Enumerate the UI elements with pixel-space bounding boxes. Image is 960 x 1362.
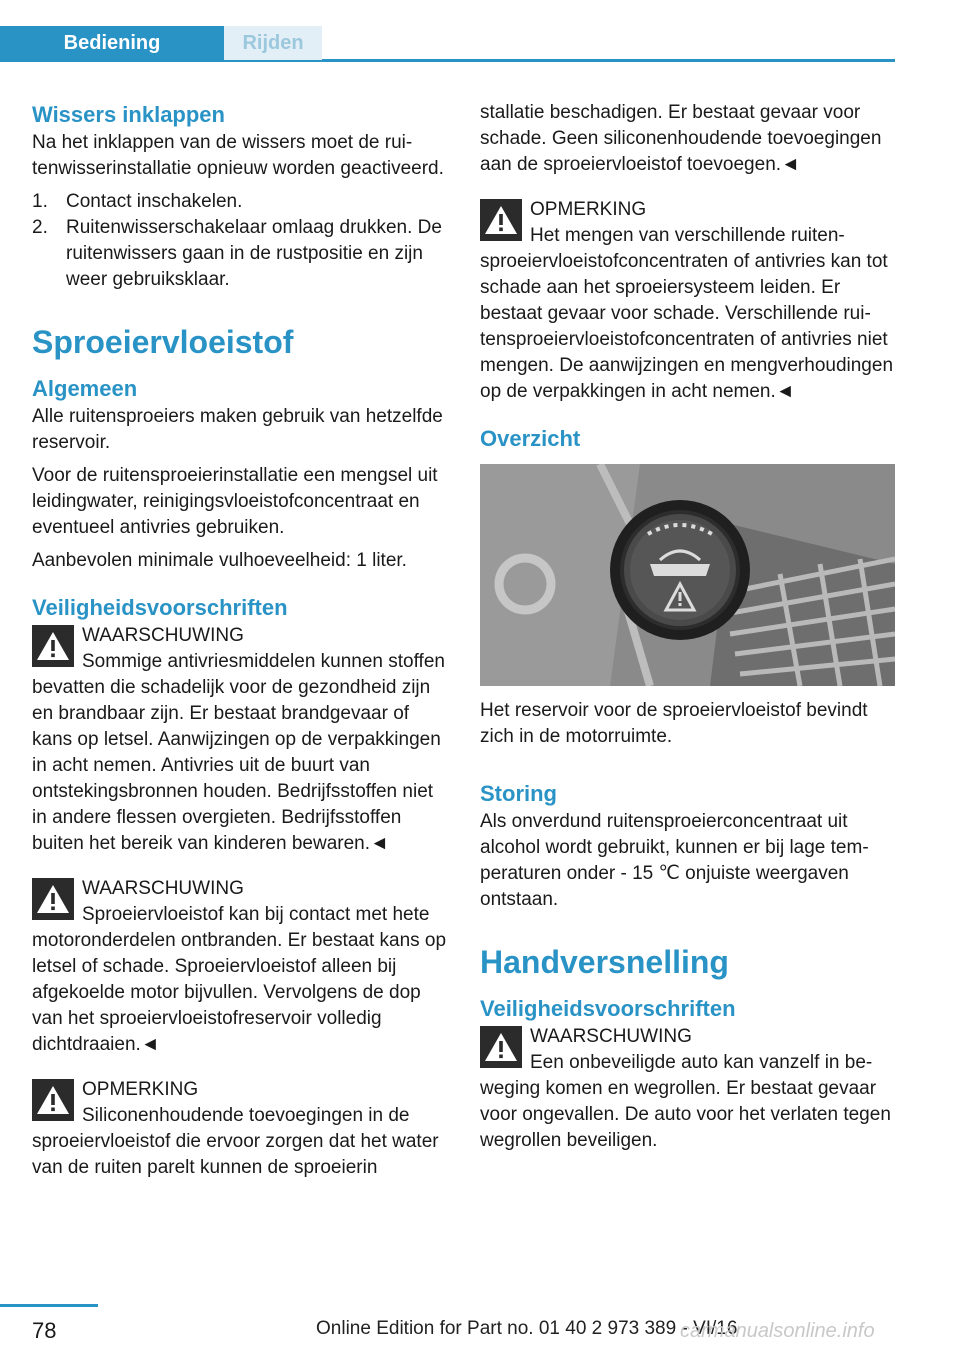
warning-block [32, 876, 447, 1058]
heading-handversnelling: Handversnelling [480, 944, 729, 980]
chapter-tabs [0, 0, 895, 62]
warning-block [32, 623, 447, 857]
step-text: Contact inschakelen. [66, 191, 243, 212]
heading-algemeen: Algemeen [32, 376, 138, 401]
reservoir-cap-illustration [480, 464, 895, 686]
heading-wipers: Wissers inklappen [32, 102, 225, 127]
warning-title: WAARSCHUWING [82, 625, 244, 646]
note-title: OPMERKING [82, 1079, 199, 1100]
general-p2: Voor de ruitensproeierinstallatie een mengsel uit leidingwater, reinigingsvloeistofconcentraat en eventueel antivries gebruiken. [32, 465, 438, 538]
heading-safety: Veiligheidsvoorschriften [32, 595, 288, 620]
warning-triangle-icon [32, 878, 74, 920]
warning-text: Een onbeveiligde auto kan vanzelf in beweging komen en wegrollen. Er bestaat gevaar voor ongevallen. De auto voor het verlaten tegen wegrollen beveiligen. [480, 1052, 891, 1151]
note-title: OPMERKING [530, 199, 647, 220]
list-item [32, 189, 447, 215]
step-number: 2. [32, 217, 48, 238]
edition-text: Online Edition for Part no. 01 40 2 973 389 - VI/16 [316, 1318, 738, 1339]
warning-text: Sproeiervloeistof kan bij contact met hete motoronderdelen ontbranden. Er bestaat kans op letsel of schade. Sproeiervloeistof alleen bij afgekoelde motor bijvullen. Vervolgens de dop van het sproeiervloeistofreservoir volledig dichtdraaien.◄ [32, 904, 447, 1055]
right-column [480, 100, 895, 1161]
reservoir-cap-photo [480, 464, 895, 686]
warning-triangle-icon [480, 1026, 522, 1068]
general-p1: Alle ruitensproeiers maken gebruik van hetzelfde reservoir. [32, 406, 443, 453]
step-number: 1. [32, 191, 48, 212]
wipers-text: Na het inklappen van de wissers moet de ruitenwisserinstallatie opnieuw worden geactiveerd. [32, 132, 444, 179]
note-block [480, 197, 895, 405]
warning-triangle-icon [32, 1079, 74, 1121]
page-number: 78 [32, 1318, 57, 1343]
heading-overzicht: Overzicht [480, 426, 581, 451]
list-item [32, 215, 447, 293]
warning-text: Sommige antivriesmiddelen kunnen stoffen bevatten die schadelijk voor de gezondheid zijn en brandbaar zijn. Er bestaat brandgevaar of kans op letsel. Aanwijzingen op de verpakkingen in acht nemen. Antivries uit de buurt van ontstekingsbronnen houden. Bedrijfsstoffen niet in andere flessen overgieten. Bedrijfsstoffen buiten het bereik van kinderen bewaren.◄ [32, 651, 445, 854]
heading-safety: Veiligheidsvoorschriften [480, 996, 736, 1021]
heading-sproeiervloeistof: Sproeiervloeistof [32, 324, 294, 360]
tab-bediening[interactable]: Bediening [0, 26, 224, 60]
note-text: Het mengen van verschillende ruitensproeiervloeistofconcentraten of antivries kan tot schade aan het sproeiersysteem leiden. Er bestaat gevaar voor schade. Verschillende ruitensproeiervloeistofconcentraten of antivries niet mengen. De aanwijzingen en mengverhoudingen op de verpakkingen in acht nemen.◄ [480, 225, 894, 402]
general-p3: Aanbevolen minimale vulhoeveelheid: 1 liter. [32, 550, 407, 571]
watermark: carmanualsonline.info [680, 1320, 875, 1342]
warning-triangle-icon [32, 625, 74, 667]
note-text: Siliconenhoudende toevoegingen in de sproeiervloeistof die ervoor zorgen dat het water van de ruiten parelt kunnen de sproeierin [32, 1105, 439, 1178]
left-column [32, 100, 447, 1188]
fault-text: Als onverdund ruitensproeierconcentraat uit alcohol wordt gebruikt, kunnen er bij lage temperaturen onder - 15 ℃ onjuiste weergaven ontstaan. [480, 811, 869, 910]
tab-rijden[interactable]: Rijden [224, 26, 322, 60]
step-text: Ruitenwisserschakelaar omlaag drukken. De ruitenwissers gaan in de rustpositie en zijn weer gebruiksklaar. [66, 217, 442, 290]
footer-rule [0, 1304, 98, 1307]
steps-list [32, 189, 447, 293]
heading-storing: Storing [480, 781, 557, 806]
overview-text: Het reservoir voor de sproeiervloeistof bevindt zich in de motorruimte. [480, 700, 868, 747]
note-block [32, 1077, 447, 1181]
warning-title: WAARSCHUWING [82, 878, 244, 899]
note-continued-text: stallatie beschadigen. Er bestaat gevaar voor schade. Geen siliconenhoudende toevoegingen aan de sproeiervloeistof toevoegen.◄ [480, 102, 882, 175]
warning-block [480, 1024, 895, 1154]
warning-triangle-icon [480, 199, 522, 241]
warning-title: WAARSCHUWING [530, 1026, 692, 1047]
